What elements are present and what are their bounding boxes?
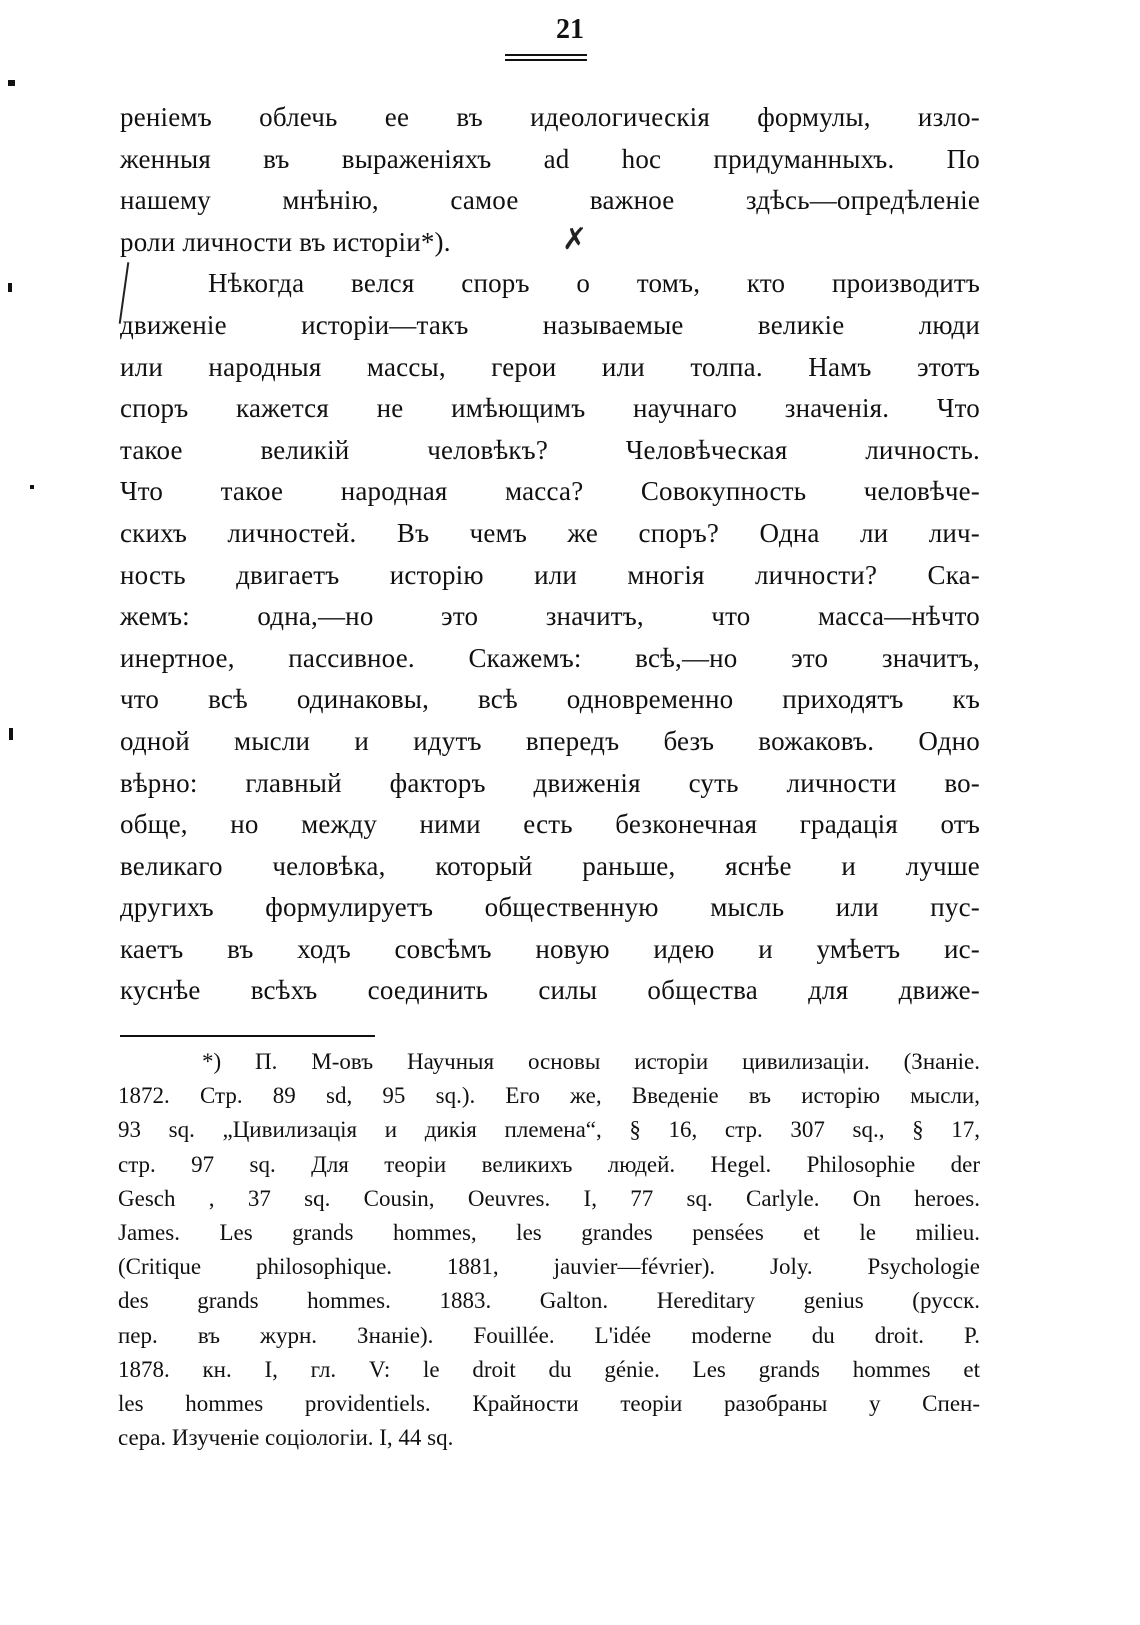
body-line: великаго человѣка, который раньше, яснѣе и лучше [120,850,980,881]
handwritten-cross-mark: ✗ [562,222,588,257]
body-line: жемъ: одна,—но это значитъ, что масса—нѣчто [120,601,980,632]
footnote-line: les hommes providentiels. Крайности теоріи разобраны у Спен- [118,1390,980,1416]
body-line: скихъ личностей. Въ чемъ же споръ? Одна ли лич- [120,517,980,548]
footnote-line: *) П. М-овъ Научныя основы исторіи цивилизаціи. (Знаніе. [202,1049,980,1074]
body-line: куснѣе всѣхъ соединить силы общества для движе- [120,975,980,1006]
margin-mark [9,728,13,740]
body-line: Нѣкогда велся споръ о томъ, кто производитъ [208,268,980,299]
footnote-line: James. Les grands hommes, les grandes pensées et le milieu. [118,1219,980,1245]
footnote-line: Gesch , 37 sq. Cousin, Oeuvres. I, 77 sq. Carlyle. On heroes. [118,1185,980,1211]
margin-mark [8,80,15,86]
body-line: одной мысли и идутъ впередъ безъ вожаковъ. Одно [120,725,980,756]
footnote-line: des grands hommes. 1883. Galton. Hereditary genius (русск. [118,1288,980,1314]
body-line: нашему мнѣнію, самое важное здѣсь—опредѣленіе [120,185,980,216]
body-line: женныя въ выраженіяхъ ad hoc придуманныхъ. По [120,143,980,174]
body-line: роли личности въ исторіи*). [120,226,451,257]
margin-mark [30,485,34,489]
body-line: ность двигаетъ исторію или многія личности? Ска- [120,559,980,590]
body-line: вѣрно: главный факторъ движенія суть личности во- [120,767,980,798]
footnote-line: 1878. кн. I, гл. V: le droit du génie. Les grands hommes et [118,1356,980,1382]
footnote-line: 1872. Стр. 89 sd, 95 sq.). Его же, Введеніе въ исторію мысли, [118,1083,980,1109]
footnote-line: (Critique philosophique. 1881, jauvier—février). Joly. Psychologie [118,1254,980,1280]
footnote-line: 93 sq. „Цивилизація и дикія племена“, § 16, стр. 307 sq., § 17, [118,1117,980,1143]
body-line: такое великій человѣкъ? Человѣческая личность. [120,434,980,465]
body-line: движеніе исторіи—такъ называемые великіе люди [120,309,980,340]
body-line: Что такое народная масса? Совокупность человѣче- [120,476,980,507]
footnote-line: сера. Изученіе соціологіи. I, 44 sq. [118,1425,454,1451]
body-text [120,97,980,1012]
footnotes [118,1045,980,1455]
footnote-line: стр. 97 sq. Для теоріи великихъ людей. Hegel. Philosophie der [118,1151,980,1177]
page-number-underline [505,54,587,61]
footnote-line: пер. въ журн. Знаніе). Fouillée. L'idée moderne du droit. P. [118,1322,980,1348]
page-number: 21 [556,14,584,45]
body-line: другихъ формулируетъ общественную мысль или пус- [120,892,980,923]
body-line: или народныя массы, герои или толпа. Намъ этотъ [120,351,980,382]
body-line: инертное, пассивное. Скажемъ: всѣ,—но это значитъ, [120,642,980,673]
body-line: споръ кажется не имѣющимъ научнаго значенія. Что [120,393,980,424]
footnote-separator [120,1035,375,1037]
body-line: каетъ въ ходъ совсѣмъ новую идею и умѣетъ ис- [120,933,980,964]
margin-mark [8,283,12,292]
body-line: обще, но между ними есть безконечная градація отъ [120,809,980,840]
body-line: что всѣ одинаковы, всѣ одновременно приходятъ къ [120,684,980,715]
body-line: реніемъ облечь ее въ идеологическія формулы, изло- [120,102,980,132]
